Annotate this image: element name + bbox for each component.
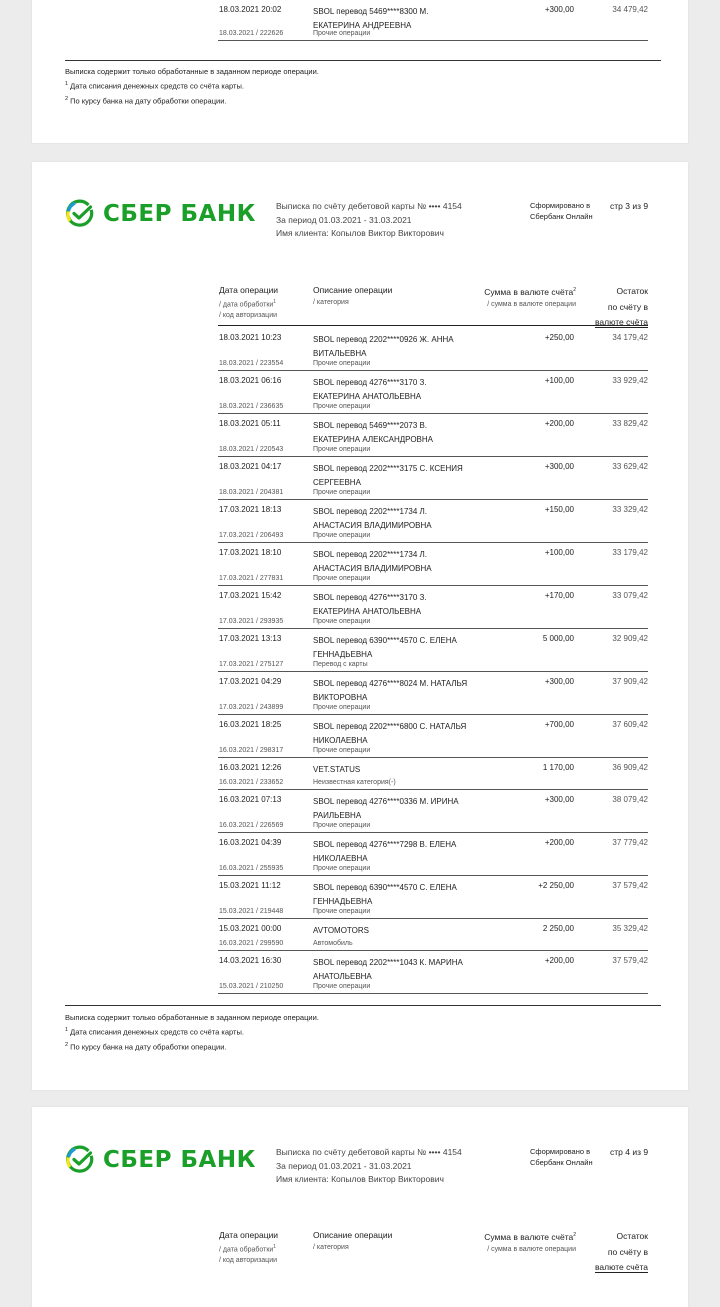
operation-date: 18.03.2021 06:16 — [219, 376, 282, 385]
operation-description: SBOL перевод 4276****8024 М. НАТАЛЬЯ ВИКТОРОВНА — [313, 679, 468, 702]
operation-amount: +700,00 — [544, 720, 574, 729]
table-row — [218, 919, 648, 951]
account-balance: 35 329,42 — [612, 924, 648, 933]
operation-amount: +100,00 — [544, 376, 574, 385]
operation-category: Прочие операции — [313, 403, 371, 410]
sber-logo-icon — [65, 199, 95, 229]
table-row — [218, 414, 648, 457]
column-description: Описание операции / категория — [313, 1230, 393, 1251]
operation-description: SBOL перевод 6390****4570 С. ЕЛЕНА ГЕННАДЬЕВНА — [313, 636, 457, 659]
processing-date: 17.03.2021 / 293935 — [219, 618, 284, 625]
operation-description: AVTOMOTORS — [313, 926, 370, 935]
account-balance: 33 629,42 — [612, 462, 648, 471]
operation-date: 18.03.2021 05:11 — [219, 419, 281, 428]
account-balance: 33 829,42 — [612, 419, 648, 428]
operation-description: SBOL перевод 2202****1043 К. МАРИНА АНАТОЛЬЕВНА — [313, 958, 463, 981]
account-balance: 36 909,42 — [612, 763, 648, 772]
account-balance: 33 079,42 — [612, 591, 648, 600]
footer-divider — [65, 60, 661, 61]
operation-category: Прочие операции — [313, 360, 371, 367]
statement-footnotes — [65, 65, 319, 107]
operation-amount: +2 250,00 — [538, 881, 574, 890]
page-number: стр 4 из 9 — [610, 1147, 649, 1157]
operation-amount: 2 250,00 — [542, 924, 574, 933]
page-number: стр 3 из 9 — [610, 201, 649, 211]
processing-date: 16.03.2021 / 226569 — [219, 822, 284, 829]
footnote-2: $^2$ По курсу банка на дату обработки операции. — [65, 95, 227, 105]
operation-amount: +300,00 — [544, 677, 574, 686]
client-name: Имя клиента: Копылов Виктор Викторович — [276, 1174, 444, 1184]
operation-category: Прочие операции — [313, 489, 371, 496]
footer-divider — [65, 1005, 661, 1006]
processing-date: 16.03.2021 / 255935 — [219, 865, 284, 872]
account-balance: 38 079,42 — [612, 795, 648, 804]
operation-category: Прочие операции — [313, 618, 371, 625]
processing-date: 18.03.2021 / 204381 — [219, 489, 284, 496]
client-name: Имя клиента: Копылов Виктор Викторович — [276, 228, 444, 238]
column-operation-date: Дата операции / дата обработки$^1$ / код авторизации — [219, 1230, 279, 1265]
operation-category: Прочие операции — [313, 532, 371, 539]
operation-description: SBOL перевод 2202****1734 Л. АНАСТАСИЯ ВЛАДИМИРОВНА — [313, 550, 432, 573]
account-balance: 33 329,42 — [612, 505, 648, 514]
operation-date: 15.03.2021 00:00 — [219, 924, 282, 933]
operation-description: SBOL перевод 5469****8300 М. ЕКАТЕРИНА АНДРЕЕВНА — [313, 7, 429, 30]
operation-category: Прочие операции — [313, 446, 371, 453]
operation-date: 17.03.2021 04:29 — [219, 677, 282, 686]
operation-date: 15.03.2021 11:12 — [219, 881, 281, 890]
table-row — [218, 0, 648, 41]
operation-date: 18.03.2021 04:17 — [219, 462, 282, 471]
sber-logo — [65, 1145, 256, 1175]
footnote-2: $^2$ По курсу банка на дату обработки операции. — [65, 1041, 227, 1051]
statement-title: Выписка по счёту дебетовой карты № •••• 4154 — [276, 1147, 462, 1157]
processing-date: 18.03.2021 / 236635 — [219, 403, 284, 410]
statement-page-4 — [32, 1107, 688, 1307]
table-row — [218, 833, 648, 876]
bank-name: СБЕР БАНК — [103, 1147, 256, 1173]
operation-category: Перевод с карты — [313, 661, 368, 668]
processing-date: 17.03.2021 / 243899 — [219, 704, 284, 711]
header-divider — [218, 325, 648, 326]
operation-date: 17.03.2021 18:10 — [219, 548, 282, 557]
table-row — [218, 758, 648, 790]
operation-amount: +200,00 — [544, 838, 574, 847]
column-operation-date: Дата операции / дата обработки$^1$ / код авторизации — [219, 285, 279, 320]
table-row — [218, 951, 648, 994]
table-row — [218, 500, 648, 543]
operation-amount: +200,00 — [544, 419, 574, 428]
operation-category: Прочие операции — [313, 908, 371, 915]
operation-category: Прочие операции — [313, 865, 371, 872]
operation-amount: 5 000,00 — [542, 634, 574, 643]
statement-info — [276, 1146, 462, 1187]
operation-amount: 1 170,00 — [542, 763, 574, 772]
operation-category: Прочие операции — [313, 747, 371, 754]
account-balance: 32 909,42 — [612, 634, 648, 643]
table-header — [218, 1229, 648, 1272]
statement-info — [276, 200, 462, 241]
table-row — [218, 715, 648, 758]
account-balance: 37 579,42 — [612, 881, 648, 890]
operation-description: SBOL перевод 4276****0336 М. ИРИНА РАИЛЬЕВНА — [313, 797, 459, 820]
statement-page-2 — [32, 0, 688, 143]
column-balance: Остаток по счёту в валюте счёта — [594, 1231, 648, 1272]
processing-date: 17.03.2021 / 275127 — [219, 661, 284, 668]
table-row — [218, 457, 648, 500]
operation-date: 18.03.2021 20:02 — [219, 5, 282, 14]
statement-page-3 — [32, 162, 688, 1090]
operation-category: Прочие операции — [313, 575, 371, 582]
operation-amount: +250,00 — [544, 333, 574, 342]
processing-date: 18.03.2021 / 220543 — [219, 446, 284, 453]
account-balance: 37 779,42 — [612, 838, 648, 847]
processing-date: 15.03.2021 / 210250 — [219, 983, 284, 990]
operation-category: Прочие операции — [313, 704, 371, 711]
table-row — [218, 586, 648, 629]
account-balance: 37 579,42 — [612, 956, 648, 965]
statement-period: За период 01.03.2021 - 31.03.2021 — [276, 1160, 412, 1171]
operation-description: SBOL перевод 4276****3170 З. ЕКАТЕРИНА АНАТОЛЬЕВНА — [313, 378, 427, 401]
operation-date: 16.03.2021 12:26 — [219, 763, 282, 772]
processing-date: 16.03.2021 / 298317 — [219, 747, 284, 754]
operation-amount: +300,00 — [544, 795, 574, 804]
table-row — [218, 543, 648, 586]
footnote-main: Выписка содержит только обработанные в заданном периоде операции. — [65, 1013, 319, 1022]
bank-name: СБЕР БАНК — [103, 201, 256, 227]
operation-category: Неизвестная категория(-) — [313, 779, 396, 786]
operation-date: 17.03.2021 15:42 — [219, 591, 282, 600]
operation-date: 17.03.2021 18:13 — [219, 505, 282, 514]
operation-amount: +300,00 — [544, 5, 574, 14]
operation-category: Автомобиль — [313, 940, 353, 947]
operation-amount: +150,00 — [544, 505, 574, 514]
processing-date: 17.03.2021 / 277831 — [219, 575, 284, 582]
account-balance: 37 609,42 — [612, 720, 648, 729]
account-balance: 33 179,42 — [612, 548, 648, 557]
operation-date: 16.03.2021 18:25 — [219, 720, 282, 729]
sber-logo — [65, 199, 256, 229]
processing-date: 15.03.2021 / 219448 — [219, 908, 284, 915]
operation-description: SBOL перевод 5469****2073 В. ЕКАТЕРИНА АЛЕКСАНДРОВНА — [313, 421, 433, 444]
operation-date: 16.03.2021 04:39 — [219, 838, 282, 847]
operation-description: SBOL перевод 2202****0926 Ж. АННА ВИТАЛЬЕВНА — [313, 335, 454, 358]
processing-date: 18.03.2021 / 223554 — [219, 360, 284, 367]
statement-footnotes — [65, 1011, 319, 1053]
processing-date: 16.03.2021 / 233652 — [219, 779, 284, 786]
operation-category: Прочие операции — [313, 30, 371, 37]
footnote-main: Выписка содержит только обработанные в заданном периоде операции. — [65, 67, 319, 76]
processing-date: 17.03.2021 / 206493 — [219, 532, 284, 539]
operation-amount: +100,00 — [544, 548, 574, 557]
column-amount: Сумма в валюте счёта$^2$ / сумма в валюте операции — [484, 1231, 576, 1253]
table-row — [218, 790, 648, 833]
account-balance: 34 179,42 — [612, 333, 648, 342]
column-balance: Остаток по счёту в валюте счёта — [594, 286, 648, 327]
operation-description: SBOL перевод 4276****3170 З. ЕКАТЕРИНА АНАТОЛЬЕВНА — [313, 593, 427, 616]
operation-category: Прочие операции — [313, 822, 371, 829]
operation-amount: +300,00 — [544, 462, 574, 471]
transactions-table — [218, 0, 648, 41]
column-amount: Сумма в валюте счёта$^2$ / сумма в валюте операции — [484, 286, 576, 308]
table-row — [218, 629, 648, 672]
processing-date: 18.03.2021 / 222626 — [219, 30, 284, 37]
operation-description: SBOL перевод 4276****7298 В. ЕЛЕНА НИКОЛАЕВНА — [313, 840, 457, 863]
operation-category: Прочие операции — [313, 983, 371, 990]
operation-date: 14.03.2021 16:30 — [219, 956, 282, 965]
operation-description: SBOL перевод 6390****4570 С. ЕЛЕНА ГЕННАДЬЕВНА — [313, 883, 457, 906]
operation-description: SBOL перевод 2202****6800 С. НАТАЛЬЯ НИКОЛАЕВНА — [313, 722, 467, 745]
statement-period: За период 01.03.2021 - 31.03.2021 — [276, 214, 412, 225]
sber-logo-icon — [65, 1145, 95, 1175]
account-balance: 33 929,42 — [612, 376, 648, 385]
operation-description: SBOL перевод 2202****1734 Л. АНАСТАСИЯ ВЛАДИМИРОВНА — [313, 507, 432, 530]
operation-amount: +200,00 — [544, 956, 574, 965]
operation-date: 16.03.2021 07:13 — [219, 795, 282, 804]
operation-date: 17.03.2021 13:13 — [219, 634, 282, 643]
generated-by: Сформировано в Сбербанк Онлайн — [530, 201, 593, 221]
operation-date: 18.03.2021 10:23 — [219, 333, 282, 342]
account-balance: 37 909,42 — [612, 677, 648, 686]
operation-description: SBOL перевод 2202****3175 С. КСЕНИЯ СЕРГЕЕВНА — [313, 464, 463, 487]
generated-by: Сформировано в Сбербанк Онлайн — [530, 1147, 593, 1167]
table-row — [218, 672, 648, 715]
table-row — [218, 371, 648, 414]
table-header — [218, 284, 648, 327]
account-balance: 34 479,42 — [612, 5, 648, 14]
footnote-1: $^1$ Дата списания денежных средств со счёта карты. — [65, 1027, 244, 1037]
table-row — [218, 328, 648, 371]
transactions-table — [218, 328, 648, 994]
operation-description: VET.STATUS — [313, 765, 361, 774]
statement-title: Выписка по счёту дебетовой карты № •••• 4154 — [276, 201, 462, 211]
table-row — [218, 876, 648, 919]
operation-amount: +170,00 — [544, 591, 574, 600]
footnote-1: $^1$ Дата списания денежных средств со счёта карты. — [65, 81, 244, 91]
column-description: Описание операции / категория — [313, 285, 393, 306]
processing-date: 16.03.2021 / 299590 — [219, 940, 284, 947]
